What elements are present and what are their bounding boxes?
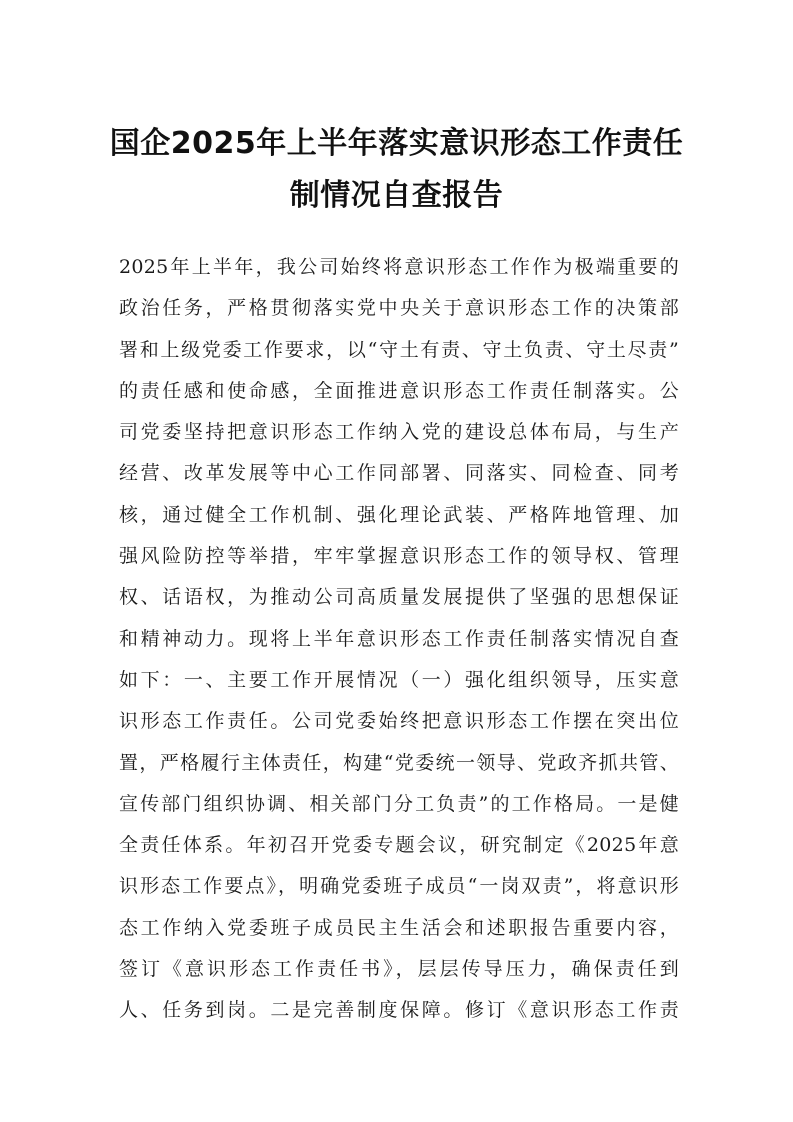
document-title [100, 118, 693, 222]
body-line: 权、话语权，为推动公司高质量发展提供了坚强的思想保证 [119, 586, 679, 609]
body-line: 识形态工作要点》，明确党委班子成员“一岗双责”，将意识形 [119, 875, 679, 898]
body-line: 宣传部门组织协调、相关部门分工负责”的工作格局。一是健 [119, 792, 679, 815]
body-line: 签订《意识形态工作责任书》，层层传导压力，确保责任到 [119, 958, 679, 981]
body-line: 经营、改革发展等中心工作同部署、同落实、同检查、同考 [119, 462, 679, 485]
body-line: 置，严格履行主体责任，构建“党委统一领导、党政齐抓共管、 [119, 751, 679, 774]
body-line: 识形态工作责任。公司党委始终把意识形态工作摆在突出位 [119, 710, 679, 733]
body-line: 和精神动力。现将上半年意识形态工作责任制落实情况自查 [119, 627, 679, 650]
body-line: 2025年上半年，我公司始终将意识形态工作作为极端重要的 [119, 256, 679, 278]
document-body [119, 247, 679, 1032]
body-line: 全责任体系。年初召开党委专题会议，研究制定《2025年意 [119, 834, 679, 857]
body-line: 政治任务，严格贯彻落实党中央关于意识形态工作的决策部 [119, 297, 679, 320]
body-line: 司党委坚持把意识形态工作纳入党的建设总体布局，与生产 [119, 421, 679, 444]
body-line: 强风险防控等举措，牢牢掌握意识形态工作的领导权、管理 [119, 545, 679, 568]
body-line: 核，通过健全工作机制、强化理论武装、严格阵地管理、加 [119, 503, 679, 526]
body-line: 的责任感和使命感，全面推进意识形态工作责任制落实。公 [119, 379, 679, 402]
body-line: 人、任务到岗。二是完善制度保障。修订《意识形态工作责 [119, 999, 679, 1022]
body-line: 如下：一、主要工作开展情况（一）强化组织领导，压实意 [119, 668, 679, 691]
body-line: 署和上级党委工作要求，以“守土有责、守土负责、守土尽责” [119, 338, 679, 361]
title-line-2: 制情况自查报告 [289, 178, 504, 213]
title-line-1: 国企2025年上半年落实意识形态工作责任 [109, 126, 684, 161]
body-line: 态工作纳入党委班子成员民主生活会和述职报告重要内容， [119, 916, 679, 939]
